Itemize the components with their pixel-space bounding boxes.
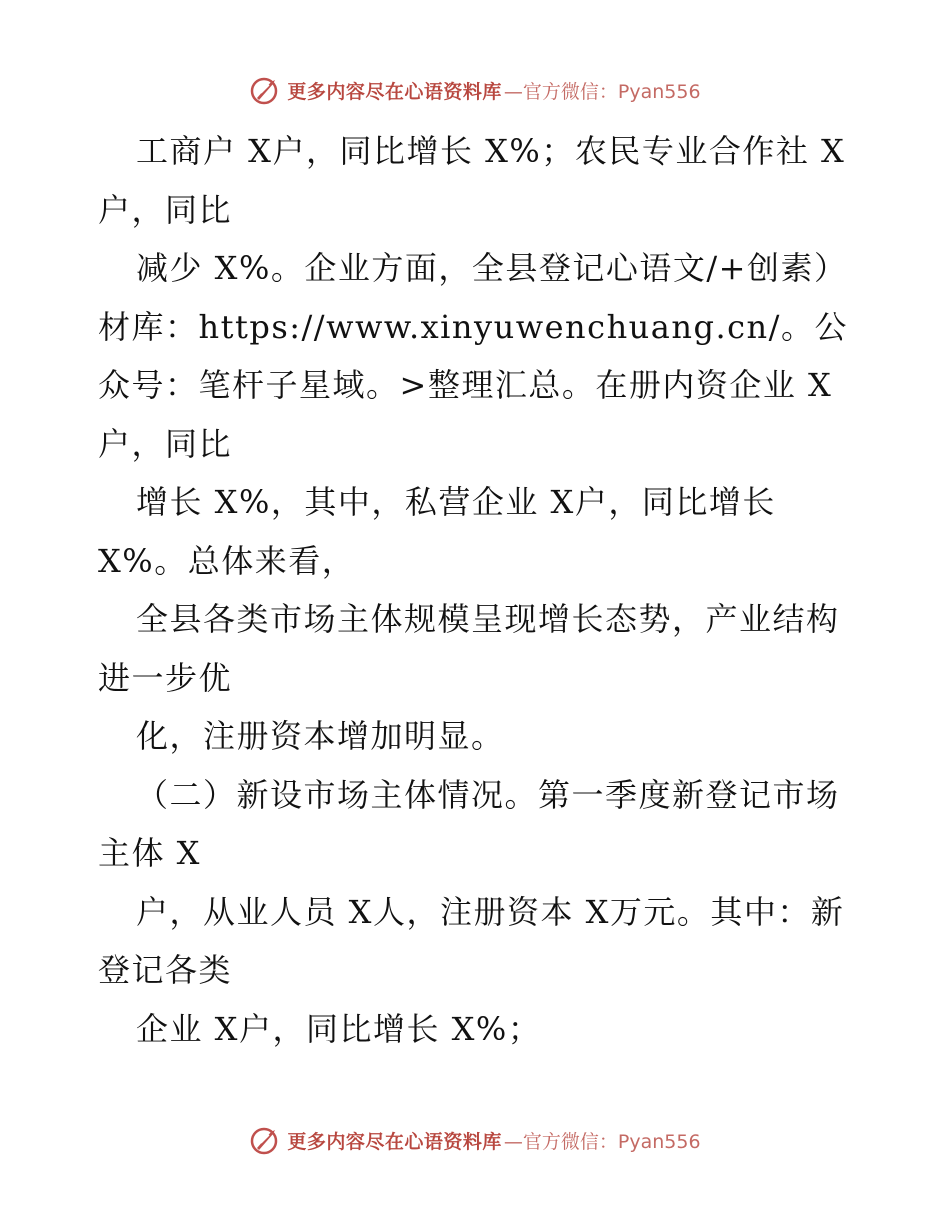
footer-banner-brand: 更多内容尽在心语资料库 (287, 1130, 502, 1153)
paragraph-8: 企业 X户，同比增长 X%； (136, 1009, 542, 1048)
footer-banner (0, 1120, 950, 1160)
document-body (98, 122, 858, 1058)
paragraph-5: 化，注册资本增加明显。 (136, 717, 505, 755)
paragraph-7: 户，从业人员 X人，注册资本 X万元。其中：新登记各类 (98, 892, 845, 989)
footer-banner-suffix: —官方微信：Pyan556 (503, 1130, 701, 1153)
header-banner (0, 70, 950, 110)
paragraph-1: 工商户 X户，同比增长 X%；农民专业合作社 X户，同比 (98, 132, 846, 229)
quill-pen-logo-icon (249, 1124, 281, 1156)
paragraph-6: （二）新设市场主体情况。第一季度新登记市场主体 X (98, 775, 840, 872)
paragraph-3: 增长 X%，其中，私营企业 X户，同比增长 X%。总体来看， (98, 483, 788, 580)
paragraph-2: 减少 X%。企业方面，全县登记心语文/+创素）材库：https://www.xinyuwenchuang.cn/。公众号：笔杆子星域。>整理汇总。在册内资企业 X户，同比 (98, 249, 848, 463)
header-banner-brand: 更多内容尽在心语资料库 (287, 80, 502, 103)
quill-pen-logo-icon (249, 74, 281, 106)
paragraph-4: 全县各类市场主体规模呈现增长态势，产业结构进一步优 (98, 600, 840, 697)
header-banner-suffix: —官方微信：Pyan556 (503, 80, 701, 103)
